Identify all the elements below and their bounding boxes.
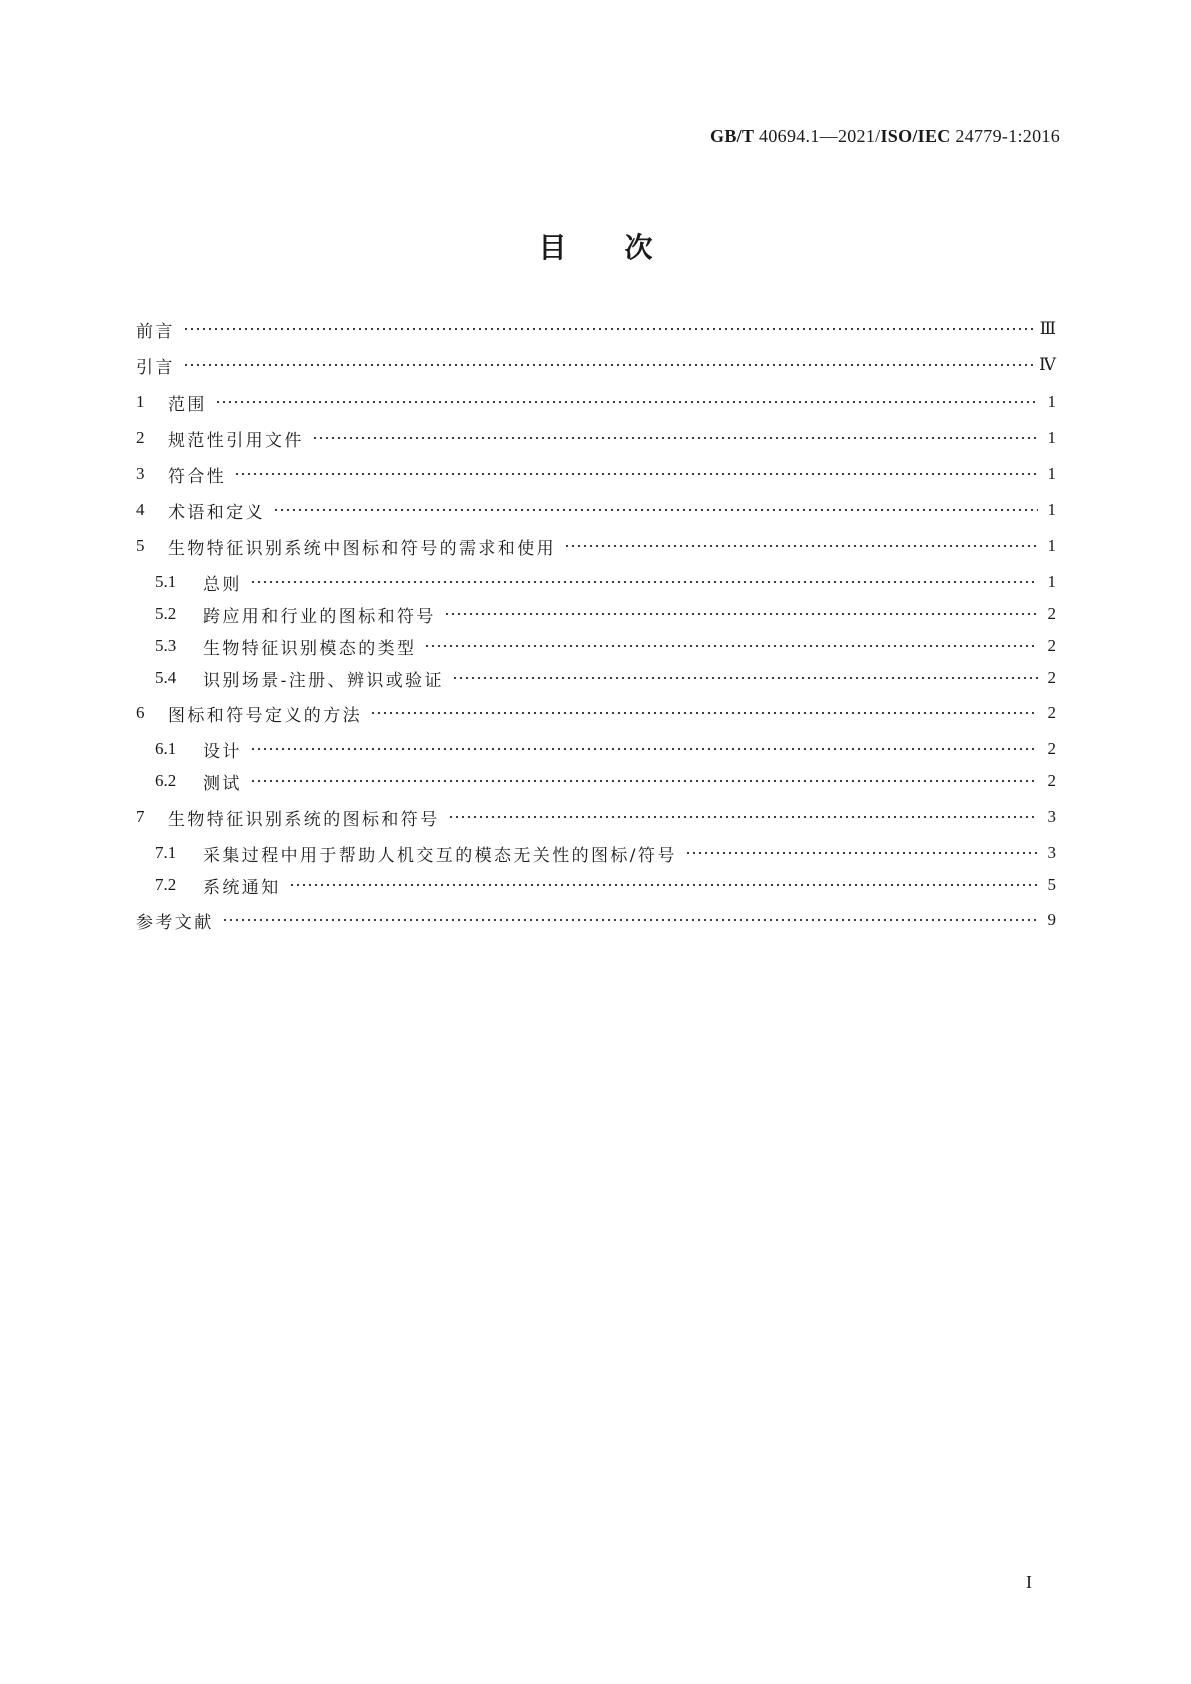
toc-entry[interactable] — [136, 352, 1056, 378]
dot-leader — [273, 508, 1038, 512]
toc-entry-page: 1 — [1047, 536, 1056, 555]
dot-leader — [234, 472, 1038, 476]
toc-entry[interactable] — [136, 907, 1056, 933]
toc-entry[interactable] — [155, 768, 1056, 794]
dot-leader — [444, 612, 1038, 616]
toc-entry-label: 生物特征识别系统中图标和符号的需求和使用 — [168, 538, 556, 559]
dot-leader — [564, 544, 1038, 548]
toc-entry-page: 1 — [1047, 500, 1056, 519]
toc-entry-page: Ⅲ — [1039, 319, 1056, 338]
standard-code-bold: GB/T — [710, 126, 755, 146]
toc-entry-label: 符合性 — [168, 466, 227, 487]
dot-leader — [250, 580, 1038, 584]
toc-entry-page: 9 — [1047, 910, 1056, 929]
standard-code-rest: 40694.1—2021/ — [754, 126, 881, 146]
toc-entry-number: 3 — [136, 464, 145, 483]
toc-entry[interactable] — [155, 633, 1056, 659]
toc-entry-number: 6.1 — [155, 739, 177, 758]
toc-entry[interactable] — [155, 569, 1056, 595]
toc-entry-number: 6.2 — [155, 771, 177, 790]
standard-number — [710, 126, 1060, 147]
dot-leader — [215, 400, 1038, 404]
toc-entry-number: 2 — [136, 428, 145, 447]
dot-leader — [370, 711, 1038, 715]
dot-leader — [685, 851, 1038, 855]
dot-leader — [448, 815, 1038, 819]
dot-leader — [183, 363, 1033, 367]
dot-leader — [183, 327, 1034, 331]
toc-entry[interactable] — [136, 389, 1056, 415]
toc-entry-number: 4 — [136, 500, 145, 519]
toc-entry-number: 5.3 — [155, 636, 177, 655]
toc-entry-page: 1 — [1047, 464, 1056, 483]
dot-leader — [312, 436, 1038, 440]
toc-entry-number: 5.4 — [155, 668, 177, 687]
toc-entry-page: 2 — [1047, 668, 1056, 687]
dot-leader — [222, 918, 1038, 922]
toc-entry[interactable] — [136, 804, 1056, 830]
page-title: 目次 — [538, 231, 711, 264]
toc-entry-label: 图标和符号定义的方法 — [168, 705, 362, 726]
dot-leader — [452, 676, 1038, 680]
page-number: I — [1026, 1572, 1032, 1592]
toc-entry[interactable] — [136, 425, 1056, 451]
toc-entry-page: 2 — [1047, 636, 1056, 655]
toc-entry-label: 生物特征识别模态的类型 — [203, 638, 417, 659]
toc-entry-label: 范围 — [168, 394, 207, 415]
toc-entry[interactable] — [136, 461, 1056, 487]
toc-entry-label: 系统通知 — [203, 877, 281, 898]
toc-entry-page: 2 — [1047, 703, 1056, 722]
toc-entry-label: 前言 — [136, 321, 175, 342]
toc-entry-page: 2 — [1047, 739, 1056, 758]
dot-leader — [424, 644, 1038, 648]
toc-entry-label: 生物特征识别系统的图标和符号 — [168, 809, 440, 830]
toc-entry-label: 参考文献 — [136, 912, 214, 933]
toc-entry-number: 1 — [136, 392, 145, 411]
toc-entry-number: 5 — [136, 536, 145, 555]
toc-entry-label: 识别场景-注册、辨识或验证 — [203, 670, 444, 691]
toc-entry-page: 3 — [1047, 843, 1056, 862]
dot-leader — [250, 779, 1038, 783]
toc-entry-page: 5 — [1047, 875, 1056, 894]
toc-entry-label: 总则 — [203, 574, 242, 595]
toc-entry-page: 2 — [1047, 771, 1056, 790]
toc-entry-number: 7 — [136, 807, 145, 826]
dot-leader — [289, 883, 1038, 887]
toc-entry-page: 1 — [1047, 428, 1056, 447]
toc-entry-label: 术语和定义 — [168, 502, 265, 523]
toc-entry-label: 采集过程中用于帮助人机交互的模态无关性的图标/符号 — [203, 845, 677, 866]
toc-entry-page: 1 — [1047, 392, 1056, 411]
toc-entry-number: 7.2 — [155, 875, 177, 894]
toc-entry-number: 5.1 — [155, 572, 177, 591]
toc-entry[interactable] — [155, 736, 1056, 762]
toc-entry-label: 设计 — [203, 741, 242, 762]
toc-entry-page: 3 — [1047, 807, 1056, 826]
toc-entry-label: 跨应用和行业的图标和符号 — [203, 606, 436, 627]
toc-entry-page: 1 — [1047, 572, 1056, 591]
toc-entry[interactable] — [155, 601, 1056, 627]
toc-entry-label: 引言 — [136, 357, 175, 378]
dot-leader — [250, 747, 1038, 751]
iso-code-bold: ISO/IEC — [880, 126, 951, 146]
toc-entry[interactable] — [155, 872, 1056, 898]
iso-code-rest: 24779-1:2016 — [950, 126, 1060, 146]
toc-entry-label: 规范性引用文件 — [168, 430, 304, 451]
toc-entry-label: 测试 — [203, 773, 242, 794]
toc-entry[interactable] — [136, 700, 1056, 726]
toc-entry[interactable] — [136, 497, 1056, 523]
toc-entry[interactable] — [155, 665, 1056, 691]
toc-entry[interactable] — [155, 840, 1056, 866]
toc-entry-number: 6 — [136, 703, 145, 722]
toc-entry-number: 7.1 — [155, 843, 177, 862]
toc-entry-page: 2 — [1047, 604, 1056, 623]
toc-entry[interactable] — [136, 533, 1056, 559]
toc-entry[interactable] — [136, 316, 1056, 342]
toc-entry-page: Ⅳ — [1039, 355, 1056, 374]
toc-entry-number: 5.2 — [155, 604, 177, 623]
